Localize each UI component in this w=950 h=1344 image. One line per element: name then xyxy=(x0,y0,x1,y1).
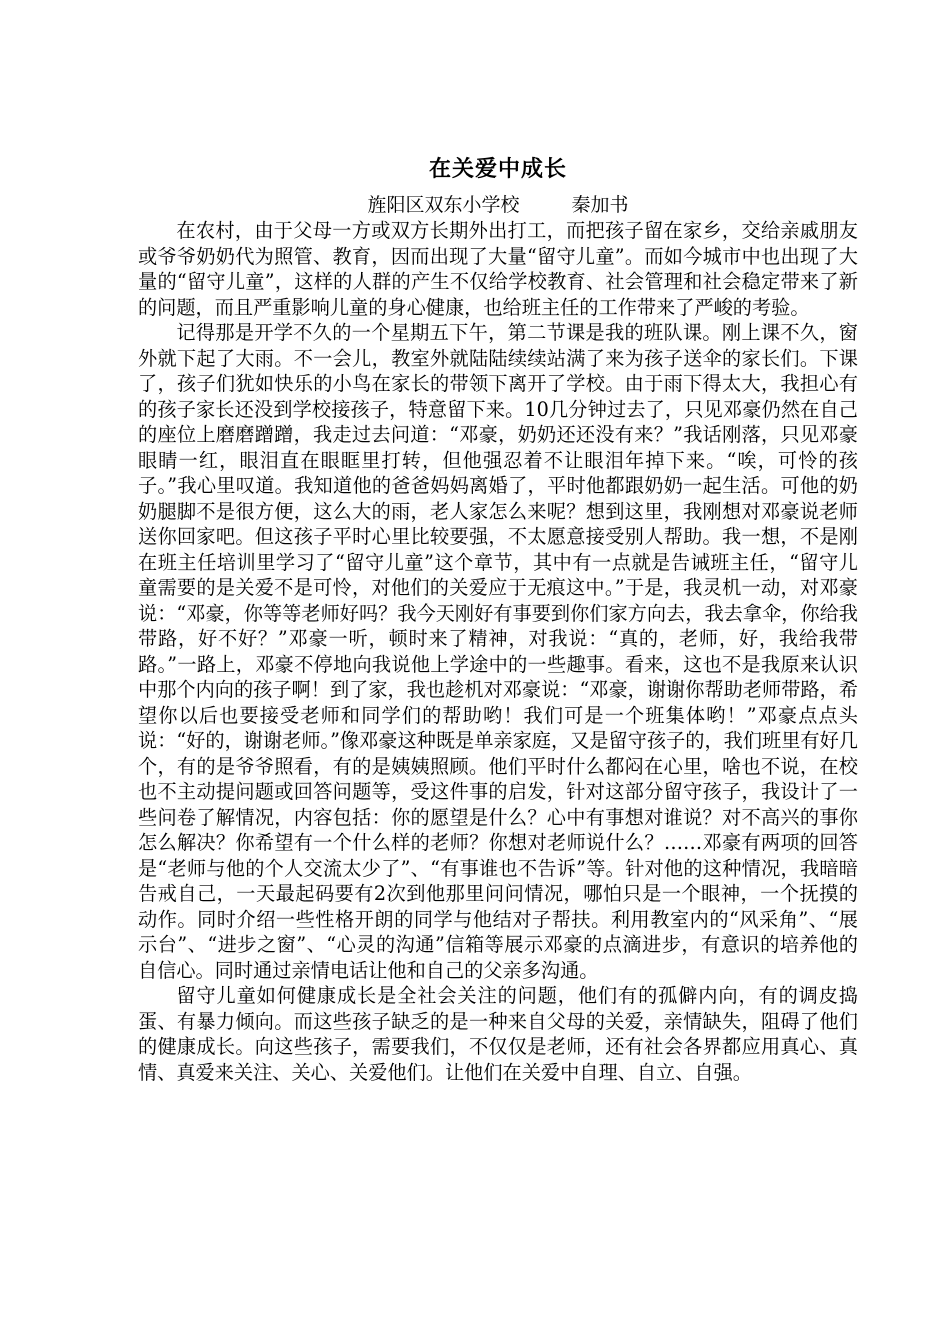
byline xyxy=(138,192,858,218)
school-name: 旌阳区双东小学校 xyxy=(367,194,520,216)
document-page xyxy=(138,152,858,1085)
document-title: 在关爱中成长 xyxy=(428,157,567,182)
paragraph-conclusion: 留守儿童如何健康成长是全社会关注的问题，他们有的孤僻内向，有的调皮捣蛋、有暴力倾向。而这些孩子缺乏的是一种来自父母的关爱，亲情缺失，阻碍了他们的健康成长。向这些孩子，需要我们，不仅仅是老师，还有社会各界都应用真心、真情、真爱来关注、关心、关爱他们。让他们在关爱中自理、自立、自强。 xyxy=(138,984,858,1084)
paragraph-story: 记得那是开学不久的一个星期五下午，第二节课是我的班队课。刚上课不久，窗外就下起了大雨。不一会儿，教室外就陆陆续续站满了来为孩子送伞的家长们。下课了，孩子们犹如快乐的小鸟在家长的带领下离开了学校。由于雨下得太大，我担心有的孩子家长还没到学校接孩子，特意留下来。10几分钟过去了，只见邓豪仍然在自己的座位上磨磨蹭蹭，我走过去问道：“邓豪，奶奶还还没有来？”我话刚落，只见邓豪眼睛一红，眼泪直在眼眶里打转，但他强忍着不让眼泪年掉下来。“唉，可怜的孩子。”我心里叹道。我知道他的爸爸妈妈离婚了，平时他都跟奶奶一起生活。可他的奶奶腿脚不是很方便，这么大的雨，老人家怎么来呢？想到这里，我刚想对邓豪说老师送你回家吧。但这孩子平时心里比较要强，不太愿意接受别人帮助。我一想，不是刚在班主任培训里学习了“留守儿童”这个章节，其中有一点就是告诫班主任，“留守儿童需要的是关爱不是可怜，对他们的关爱应于无痕这中。”于是，我灵机一动，对邓豪说：“邓豪，你等等老师好吗？我今天刚好有事要到你们家方向去，我去拿伞，你给我带路，好不好？”邓豪一听，顿时来了精神，对我说：“真的，老师，好，我给我带路。”一路上，邓豪不停地向我说他上学途中的一些趣事。看来，这也不是我原来认识中那个内向的孩子啊！到了家，我也趁机对邓豪说：“邓豪，谢谢你帮助老师带路，希望你以后也要接受老师和同学们的帮助哟！我们可是一个班集体哟！”邓豪点点头说：“好的，谢谢老师。”像邓豪这种既是单亲家庭，又是留守孩子的，我们班里有好几个，有的是爷爷照看，有的是姨姨照顾。他们平时什么都闷在心里，啥也不说，在校也不主动提问题或回答问题等，受这件事的启发，针对这部分留守孩子，我设计了一些问卷了解情况，内容包括：你的愿望是什么？心中有事想对谁说？对不高兴的事你怎么解决？你希望有一个什么样的老师？你想对老师说什么？……邓豪有两项的回答是“老师与他的个人交流太少了”、“有事谁也不告诉”等。针对他的这种情况，我暗暗告戒自己，一天最起码要有2次到他那里问问情况，哪怕只是一个眼神，一个抚摸的动作。同时介绍一些性格开朗的同学与他结对子帮扶。利用教室内的“风采角”、“展示台”、“进步之窗”、“心灵的沟通”信箱等展示邓豪的点滴进步，有意识的培养他的自信心。同时通过亲情电话让他和自己的父亲多沟通。 xyxy=(138,321,858,982)
author-name: 秦加书 xyxy=(571,194,629,216)
paragraph-intro: 在农村，由于父母一方或双方长期外出打工，而把孩子留在家乡，交给亲戚朋友或爷爷奶奶代为照管、教育，因而出现了大量“留守儿童”。而如今城市中也出现了大量的“留守儿童”，这样的人群的产生不仅给学校教育、社会管理和社会稳定带来了新的问题，而且严重影响儿童的身心健康，也给班主任的工作带来了严峻的考验。 xyxy=(138,219,858,319)
